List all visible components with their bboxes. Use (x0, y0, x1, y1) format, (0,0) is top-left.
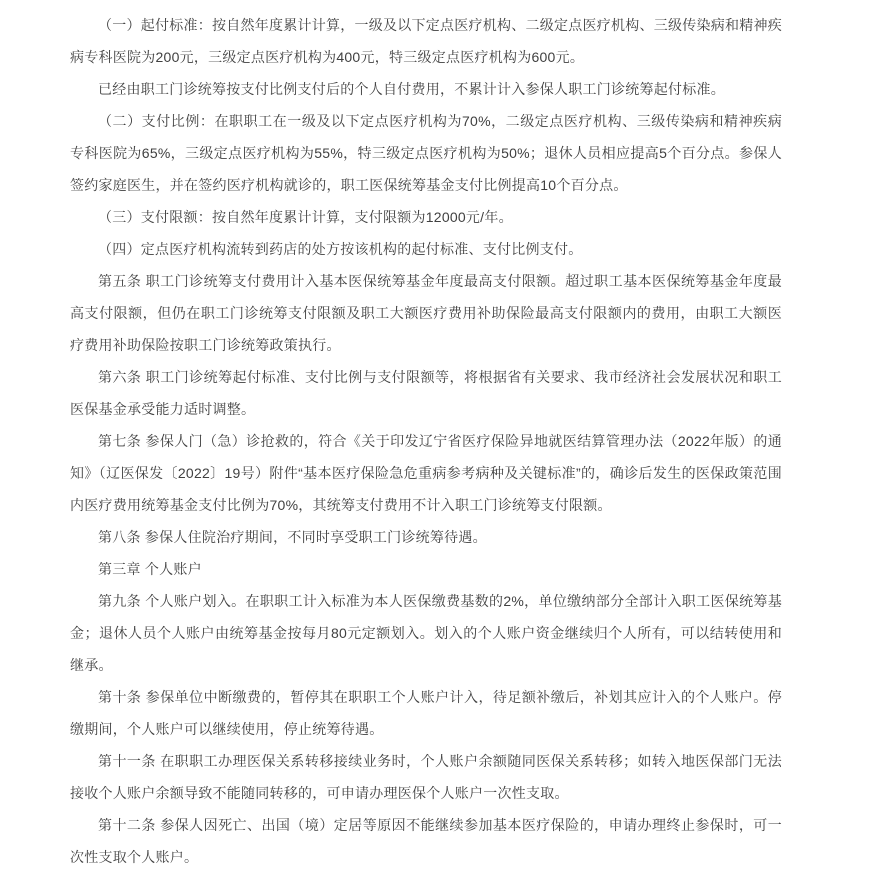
article-10: 第十条 参保单位中断缴费的，暂停其在职职工个人账户计入，待足额补缴后，补划其应计入的个人账户。停缴期间，个人账户可以继续使用，停止统筹待遇。 (70, 689, 782, 737)
article-9: 第九条 个人账户划入。在职职工计入标准为本人医保缴费基数的2%，单位缴纳部分全部计入职工医保统筹基金；退休人员个人账户由统筹基金按每月80元定额划入。划入的个人账户资金继续归个人所有，可以结转使用和继承。 (70, 593, 782, 673)
article-5: 第五条 职工门诊统筹支付费用计入基本医保统筹基金年度最高支付限额。超过职工基本医保统筹基金年度最高支付限额，但仍在职工门诊统筹支付限额及职工大额医疗费用补助保险最高支付限额内的费用，由职工大额医疗费用补助保险按职工门诊统筹政策执行。 (70, 273, 782, 353)
item-3-payment-limit: （三）支付限额：按自然年度累计计算，支付限额为12000元/年。 (98, 209, 513, 225)
item-2-payment-ratio: （二）支付比例：在职职工在一级及以下定点医疗机构为70%，二级定点医疗机构、三级传染病和精神疾病专科医院为65%，三级定点医疗机构为55%，特三级定点医疗机构为50%；退休人员相应提高5个百分点。参保人签约家庭医生，并在签约医疗机构就诊的，职工医保统筹基金支付比例提高10个百分点。 (70, 113, 782, 193)
deductible-note: 已经由职工门诊统筹按支付比例支付后的个人自付费用，不累计计入参保人职工门诊统筹起付标准。 (98, 81, 725, 97)
article-12: 第十二条 参保人因死亡、出国（境）定居等原因不能继续参加基本医疗保险的，申请办理终止参保时，可一次性支取个人账户。 (70, 817, 782, 865)
item-1-deductible-standard: （一）起付标准：按自然年度累计计算，一级及以下定点医疗机构、二级定点医疗机构、三级传染病和精神疾病专科医院为200元，三级定点医疗机构为400元，特三级定点医疗机构为600元。 (70, 17, 782, 65)
chapter-3-heading: 第三章 个人账户 (98, 561, 202, 577)
article-11: 第十一条 在职职工办理医保关系转移接续业务时，个人账户余额随同医保关系转移；如转入地医保部门无法接收个人账户余额导致不能随同转移的，可申请办理医保个人账户一次性支取。 (70, 753, 782, 801)
article-7: 第七条 参保人门（急）诊抢救的，符合《关于印发辽宁省医疗保险异地就医结算管理办法（2022年版）的通知》（辽医保发〔2022〕19号）附件“基本医疗保险急危重病参考病种及关键标准”的，确诊后发生的医保政策范围内医疗费用统筹基金支付比例为70%，其统筹支付费用不计入职工门诊统筹支付限额。 (70, 433, 782, 513)
article-8: 第八条 参保人住院治疗期间，不同时享受职工门诊统筹待遇。 (98, 529, 487, 545)
article-6: 第六条 职工门诊统筹起付标准、支付比例与支付限额等，将根据省有关要求、我市经济社会发展状况和职工医保基金承受能力适时调整。 (70, 369, 782, 417)
item-4-pharmacy-prescription: （四）定点医疗机构流转到药店的处方按该机构的起付标准、支付比例支付。 (98, 241, 583, 257)
